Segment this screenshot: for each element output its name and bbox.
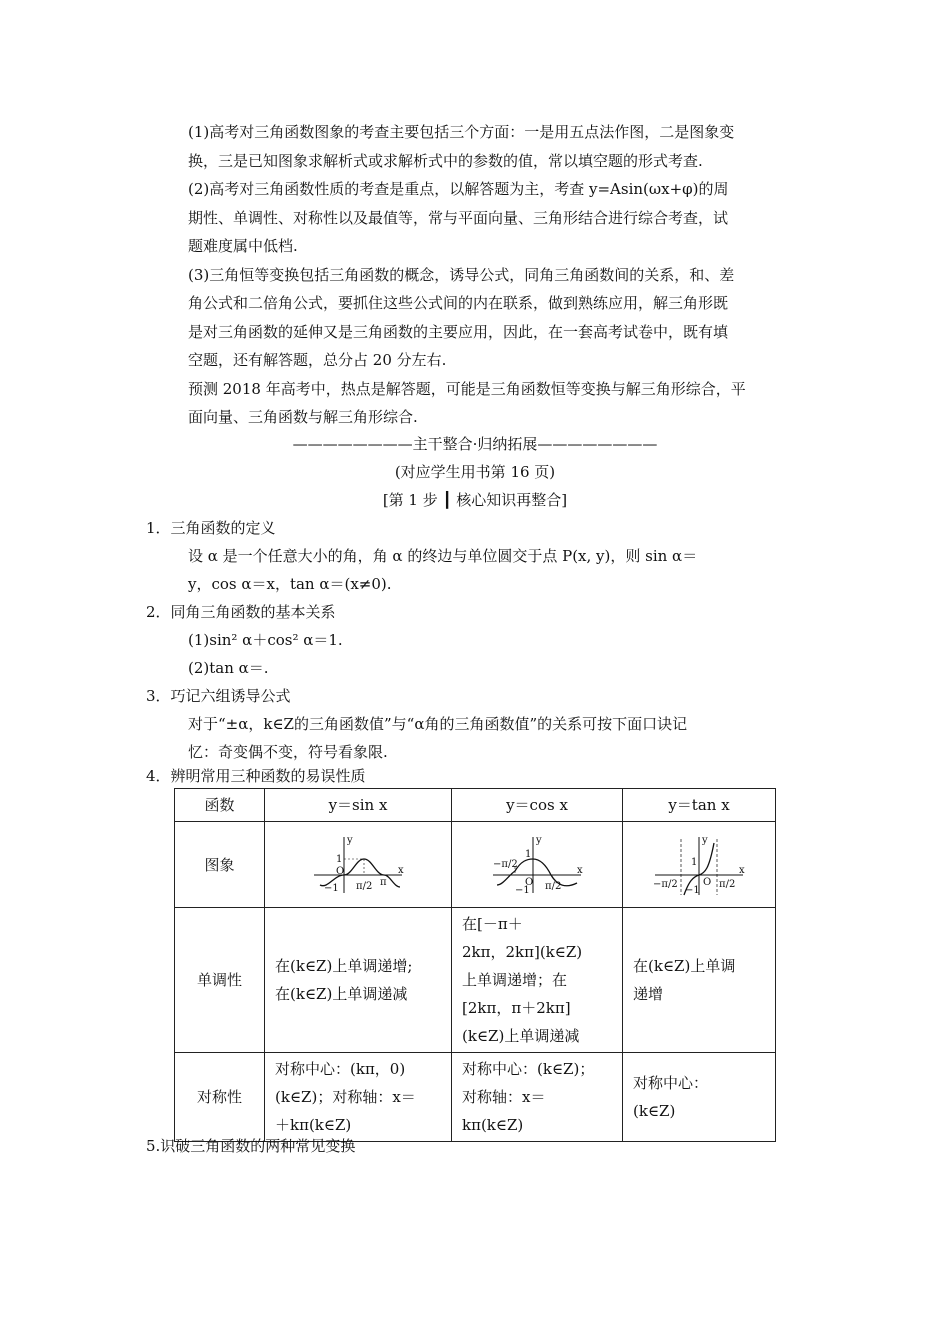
trig-properties-table	[174, 788, 776, 1142]
sin-symmetry-cell	[265, 1053, 452, 1142]
tan-origin-label: O	[703, 876, 712, 888]
cos-graph	[489, 833, 585, 897]
sin-mono-line-1: 在(k∈Z)上单调递增;	[275, 957, 413, 975]
cos-one-label: 1	[525, 848, 532, 860]
tan-sym-line-2: (k∈Z)	[633, 1102, 676, 1120]
cos-mono-line-2: 2kπ，2kπ](k∈Z)	[462, 943, 583, 961]
sin-graph-cell	[265, 822, 452, 908]
cos-mono-line-5: (k∈Z)上单调递减	[462, 1027, 580, 1045]
cos-neg-one-label: −1	[515, 884, 530, 896]
section-2-line-1: (1)sin² α＋cos² α＝1.	[188, 631, 343, 649]
sin-graph	[310, 833, 406, 897]
cos-sym-line-1: 对称中心：(k∈Z)；	[462, 1060, 595, 1078]
section-2-title: 2．同角三角函数的基本关系	[146, 603, 336, 621]
section-4-title: 4．辨明常用三种函数的易误性质	[146, 767, 366, 785]
tan-mono-line-1: 在(k∈Z)上单调	[633, 957, 736, 975]
tan-monotonicity-cell	[623, 908, 776, 1053]
section-2-line-2: (2)tan α＝.	[188, 659, 269, 677]
intro-line-8: 是对三角函数的延伸又是三角函数的主要应用，因此，在一套高考试卷中，既有填	[188, 323, 729, 341]
cos-graph-cell	[452, 822, 623, 908]
tan-mono-line-2: 递增	[633, 985, 664, 1003]
table-row-graph	[175, 822, 776, 908]
sin-sym-line-2: (k∈Z)；对称轴：x＝	[275, 1088, 416, 1106]
cos-mono-line-3: 上单调递增；在	[462, 971, 568, 989]
header-tan: y＝tan x	[623, 789, 776, 822]
tan-y-label: y	[702, 834, 708, 846]
book-reference: (对应学生用书第 16 页)	[394, 463, 556, 481]
section-3-line-1: 对于“±α，k∈Z的三角函数值”与“α角的三角函数值”的关系可按下面口诀记	[188, 715, 688, 733]
tan-graph-cell	[623, 822, 776, 908]
tan-x-label: x	[739, 864, 745, 876]
tan-neg-one-label: −1	[685, 884, 700, 896]
tan-one-label: 1	[691, 856, 698, 868]
sin-pi-half-label: π/2	[356, 880, 373, 892]
sin-origin-label: O	[336, 865, 345, 877]
intro-line-2: 换，三是已知图象求解析式或求解析式中的参数的值，常以填空题的形式考查.	[188, 152, 703, 170]
header-function: 函数	[175, 789, 265, 822]
intro-line-6: (3)三角恒等变换包括三角函数的概念，诱导公式，同角三角函数间的关系，和、差	[188, 266, 735, 284]
sin-y-label: y	[347, 834, 353, 846]
header-sin: y＝sin x	[265, 789, 452, 822]
intro-line-11: 面向量、三角函数与解三角形综合.	[188, 408, 418, 426]
row-label-monotonicity: 单调性	[175, 908, 265, 1053]
sin-neg-one-label: −1	[324, 882, 339, 894]
cos-sym-line-2: 对称轴：x＝	[462, 1088, 546, 1106]
sin-monotonicity-cell	[265, 908, 452, 1053]
table-header-row	[175, 789, 776, 822]
table-row-monotonicity	[175, 908, 776, 1053]
section-1-line-1: 设 α 是一个任意大小的角，角 α 的终边与单位圆交于点 P(x, y)，则 sin α＝	[188, 547, 698, 565]
step-heading: [第 1 步 ┃ 核心知识再整合]	[382, 491, 568, 509]
cos-x-label: x	[577, 864, 583, 876]
sin-mono-line-2: 在(k∈Z)上单调递减	[275, 985, 408, 1003]
cos-symmetry-cell	[452, 1053, 623, 1142]
intro-line-7: 角公式和二倍角公式，要抓住这些公式间的内在联系，做到熟练应用，解三角形既	[188, 294, 729, 312]
sin-sym-line-1: 对称中心：(kπ，0)	[275, 1060, 406, 1078]
sin-pi-label: π	[380, 876, 387, 888]
intro-line-10: 预测 2018 年高考中，热点是解答题，可能是三角函数恒等变换与解三角形综合，平	[188, 380, 746, 398]
row-label-graph: 图象	[175, 822, 265, 908]
sin-one-label: 1	[336, 853, 343, 865]
tan-symmetry-cell	[623, 1053, 776, 1142]
cos-pi-half-label: π/2	[545, 880, 562, 892]
intro-line-1: (1)高考对三角函数图象的考查主要包括三个方面：一是用五点法作图，二是图象变	[188, 123, 735, 141]
cos-mono-line-1: 在[－π＋	[462, 915, 523, 933]
intro-line-3: (2)高考对三角函数性质的考查是重点，以解答题为主，考查 y=Asin(ωx+φ)的周	[188, 180, 729, 198]
cos-monotonicity-cell	[452, 908, 623, 1053]
section-divider: ————————主干整合·归纳拓展————————	[292, 435, 658, 453]
cos-neg-pi-half-label: −π/2	[493, 858, 518, 870]
cos-y-label: y	[536, 834, 542, 846]
row-label-symmetry: 对称性	[175, 1053, 265, 1142]
cos-mono-line-4: [2kπ，π＋2kπ]	[462, 999, 571, 1017]
section-1-line-2: y，cos α＝x，tan α＝(x≠0).	[188, 575, 392, 593]
cos-sym-line-3: kπ(k∈Z)	[462, 1116, 524, 1134]
header-cos: y＝cos x	[452, 789, 623, 822]
intro-line-9: 空题，还有解答题，总分占 20 分左右.	[188, 351, 447, 369]
tan-pi-half-label: π/2	[719, 878, 736, 890]
section-5-title: 5.识破三角函数的两种常见变换	[146, 1137, 356, 1155]
intro-line-5: 题难度属中低档.	[188, 237, 298, 255]
sin-sym-line-3: ＋kπ(k∈Z)	[275, 1116, 352, 1134]
section-3-line-2: 忆：奇变偶不变，符号看象限.	[188, 743, 388, 761]
table-row-symmetry	[175, 1053, 776, 1142]
section-1-title: 1．三角函数的定义	[146, 519, 276, 537]
tan-sym-line-1: 对称中心：	[633, 1074, 709, 1092]
tan-neg-pi-half-label: −π/2	[653, 878, 678, 890]
section-3-title: 3．巧记六组诱导公式	[146, 687, 291, 705]
cos-origin-label: O	[525, 876, 534, 888]
intro-line-4: 期性、单调性、对称性以及最值等，常与平面向量、三角形结合进行综合考查，试	[188, 209, 729, 227]
tan-graph	[651, 833, 747, 897]
sin-x-label: x	[398, 864, 404, 876]
